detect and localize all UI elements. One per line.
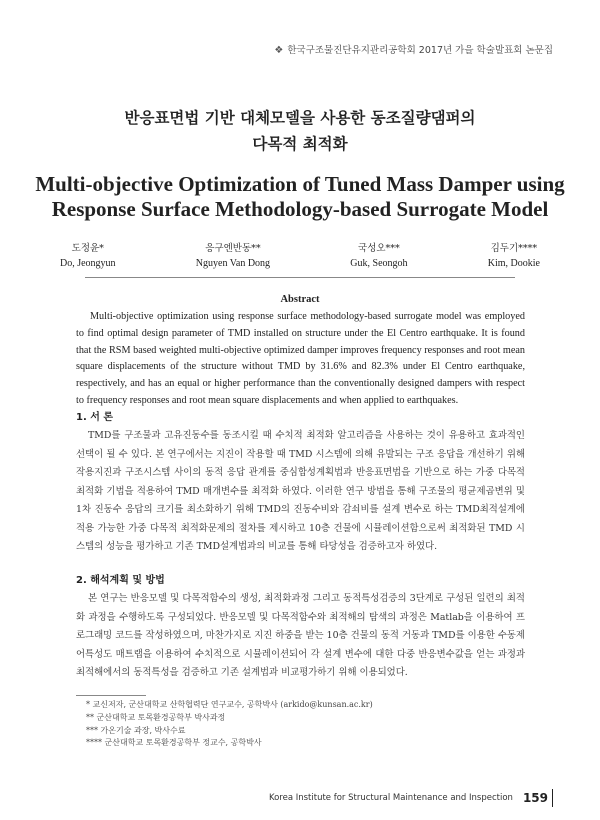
book-stack-icon: ❖: [274, 45, 284, 56]
page-number: 159: [522, 791, 548, 805]
section-heading-introduction: 1. 서 론: [76, 412, 114, 423]
running-header: [0, 38, 600, 57]
title-english-line-2: Response Surface Methodology-based Surrogate Model: [51, 197, 549, 221]
author-name-english: Nguyen Van Dong: [195, 258, 271, 269]
title-english: [0, 172, 600, 222]
footnote-divider: [76, 695, 146, 696]
author-name-english: Guk, Seongoh: [350, 258, 408, 269]
divider: [85, 277, 515, 278]
author-name-korean: 응구엔반동**: [205, 243, 261, 254]
abstract-body: Multi-objective optimization using response surface methodology-based surrogate model was employed to find optimal design parameter of TMD installed on structure under the El Centro earthquake. It is found that the RSM based weighted multi-objective optimized damper improves frequency responses and root mean square displacements of the structure without TMD by 31.6% and 82.3% under El Centro earthquake, respectively, and has an equal or higher performance than the conventionally designed dampers with respect to frequency responses and root mean square displacements and when applied to earthquakes.: [76, 311, 525, 406]
footer-bar: [552, 789, 553, 807]
running-header-text: 한국구조물진단유지관리공학회 2017년 가을 학술발표회 논문집: [287, 45, 553, 56]
title-korean-line-1: 반응표면법 기반 대체모델을 사용한 동조질량댐퍼의: [124, 108, 476, 127]
page-footer: [269, 789, 553, 807]
section-body-method: 본 연구는 반응모델 및 다목적함수의 생성, 최적화과정 그리고 동적특성검증의 3단계로 구성된 일련의 최적화 과정을 수행하도록 구성되었다. 반응모델 및 다목적함수와 최적해의 탐색의 과정은 Matlab을 이용하여 프로그래밍 코드를 작성하였으며, 마찬가지로 지진 하중을 받는 10층 건물의 동적 거동과 TMD를 이용한 수동제어특성도 매트랩을 이용하여 수치적으로 시뮬레이션되어 각 설계 변수에 대한 다중 반응변수값을 얻는 과정과 최적해에서의 동적특성을 검증하고 기존 설계법과 비교평가하기 위해 이용되었다.: [76, 593, 525, 678]
title-korean-line-2: 다목적 최적화: [252, 134, 348, 153]
author: [350, 241, 407, 271]
section-heading-method: 2. 해석계획 및 방법: [76, 575, 165, 586]
author: [488, 241, 540, 271]
author-name-korean: 김두기****: [490, 243, 538, 254]
title-english-line-1: Multi-objective Optimization of Tuned Mass Damper using: [35, 172, 565, 196]
abstract-heading: Abstract: [280, 294, 320, 305]
footnote: * 교신저자, 군산대학교 산학협력단 연구교수, 공학박사 (arkido@kunsan.ac.kr): [86, 700, 373, 709]
footer-organization: Korea Institute for Structural Maintenance and Inspection: [268, 793, 513, 803]
section-body-introduction: TMD를 구조물과 고유진동수를 동조시킬 때 수치적 최적화 알고리즘을 사용하는 것이 유용하고 효과적인 선택이 될 수 있다. 본 연구에서는 지진이 작용할 때 TMD 시스템에 의해 유발되는 구조 응답을 개선하기 위해 작용지진과 구조시스템 사이의 동적 응답 관계를 중심합성계획법과 반응표면법을 기반으로 하는 가중 다목적 최적화 기법을 적용하여 TMD 매개변수를 최적화 하였다. 이러한 연구 방법을 통해 구조물의 평균제곱변위 및 1차 진동수 응답의 크기를 최소화하기 위해 TMD의 진동수비와 감쇠비를 설계 변수로 하는 TMD최적설계에 적용 가능한 가중 다목적 최적화문제의 절차를 제시하고 10층 건물에 시뮬레이션함으로써 최적화된 TMD 시스템의 성능을 평가하고 기존 TMD설계법과의 비교를 통해 타당성을 검증하고자 하였다.: [76, 430, 525, 552]
footnotes: [86, 699, 373, 750]
author: [60, 241, 116, 271]
footnote: **** 군산대학교 토목환경공학부 정교수, 공학박사: [86, 738, 262, 748]
title-korean: [0, 105, 600, 157]
author-name-korean: 국성오***: [358, 243, 400, 254]
author-name-english: Do, Jeongyun: [60, 258, 116, 269]
author-name-korean: 도정윤*: [71, 243, 104, 254]
footnote: *** 가온기술 과장, 박사수료: [86, 725, 186, 735]
author-name-english: Kim, Dookie: [487, 258, 540, 269]
author: [196, 241, 270, 271]
footnote: ** 군산대학교 토목환경공학부 박사과정: [86, 712, 226, 722]
author-list: [60, 241, 540, 271]
